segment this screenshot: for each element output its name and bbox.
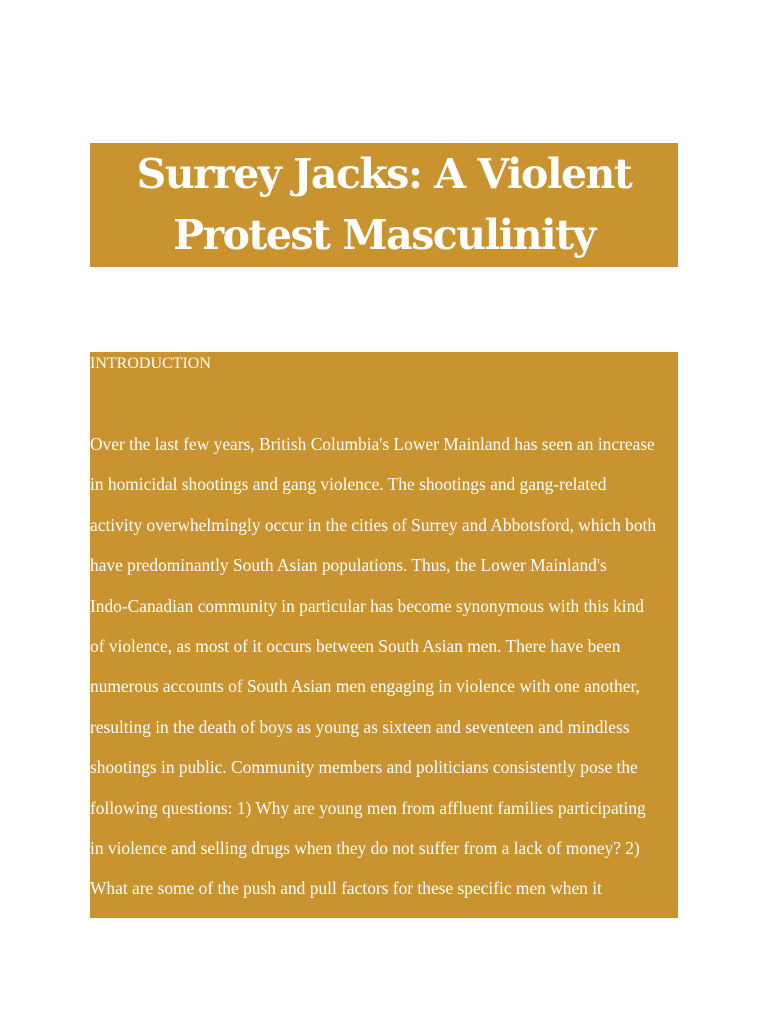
paragraph-line: resulting in the death of boys as young as sixteen and seventeen and mindless — [90, 716, 630, 737]
title-line-1: Surrey Jacks: A Violent — [136, 150, 632, 198]
paragraph-line: numerous accounts of South Asian men engaging in violence with one another, — [90, 676, 640, 697]
paragraph-line: following questions: 1) Why are young men from affluent families participating — [90, 797, 646, 818]
paragraph-line: of violence, as most of it occurs between South Asian men. There have been — [90, 635, 621, 656]
paragraph-line: have predominantly South Asian populations. Thus, the Lower Mainland's — [90, 555, 607, 576]
paragraph-line: in homicidal shootings and gang violence. The shootings and gang-related — [90, 474, 607, 495]
paragraph-line: Indo-Canadian community in particular has become synonymous with this kind — [90, 595, 644, 616]
section-heading: INTRODUCTION — [90, 355, 211, 372]
document-title — [137, 144, 632, 266]
paragraph-line: activity overwhelmingly occur in the cities of Surrey and Abbotsford, which both — [90, 514, 657, 535]
paragraph-line: in violence and selling drugs when they do not suffer from a lack of money? 2) — [90, 837, 640, 858]
paragraph-line: Over the last few years, British Columbia's Lower Mainland has seen an increase — [90, 434, 655, 454]
title-banner — [90, 143, 678, 267]
title-line-2: Protest Masculinity — [173, 211, 595, 259]
introduction-paragraph — [90, 432, 656, 917]
paragraph-line: What are some of the push and pull factors for these specific men when it — [90, 878, 602, 899]
introduction-section — [90, 352, 678, 918]
paragraph-line: shootings in public. Community members and politicians consistently pose the — [90, 757, 638, 778]
